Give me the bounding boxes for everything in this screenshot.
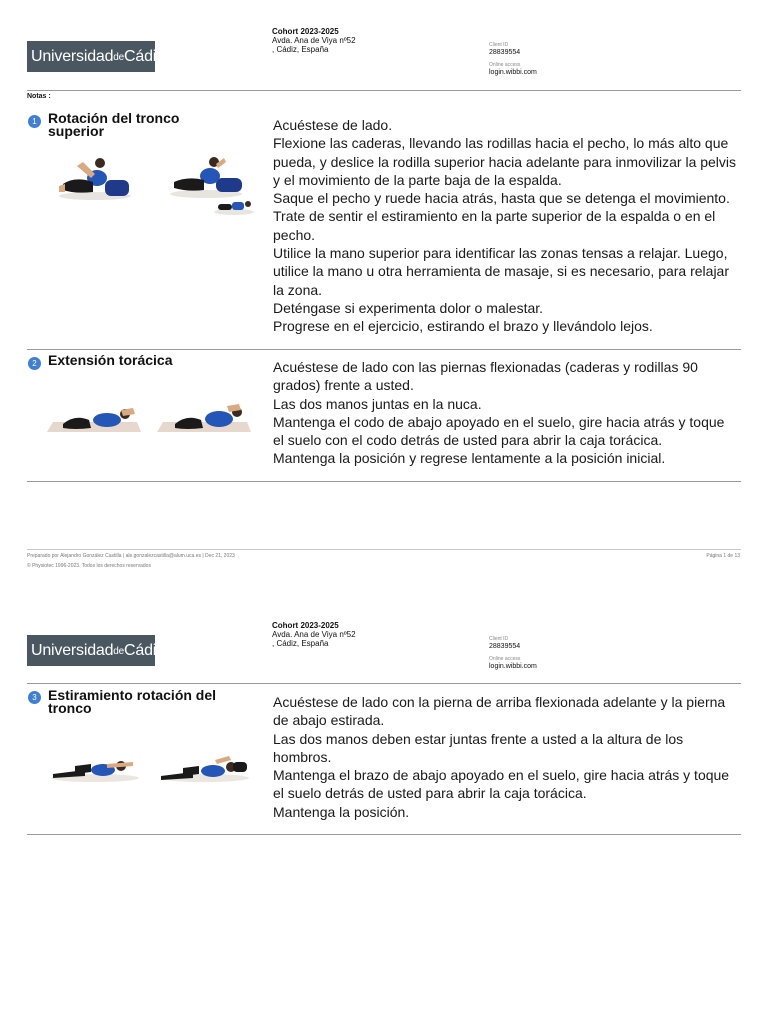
organization-info <box>272 621 356 648</box>
header-divider <box>27 683 741 684</box>
description-line: Mantenga la posición y regrese lentamente a la posición inicial. <box>273 450 666 467</box>
exercise-divider <box>27 834 741 835</box>
description-line: Utilice la mano superior para identificar las zonas tensas a relajar. Luego, <box>273 245 728 262</box>
exercise-title-line: Estiramiento rotación del <box>48 687 217 703</box>
exercise-title <box>48 112 248 138</box>
client-id-value: 28839554 <box>489 643 521 650</box>
footer-page-number: Página 1 de 13 <box>706 553 740 559</box>
logo-text-end: Cádiz <box>124 641 164 659</box>
exercise-description <box>273 358 743 468</box>
cohort-label: Cohort 2023-2025 <box>272 27 339 36</box>
logo-text-main: Universidad <box>31 641 114 659</box>
description-line: de abajo estirada. <box>273 712 385 729</box>
online-access-link[interactable]: login.wibbi.com <box>489 663 537 670</box>
university-logo <box>27 635 164 666</box>
description-line: Mantenga el brazo de abajo apoyado en el suelo, gire hacia atrás y toque <box>273 767 730 784</box>
header-divider <box>27 90 741 91</box>
notes-label: Notas : <box>27 93 51 100</box>
description-line: pecho. <box>273 226 316 243</box>
client-id-value: 28839554 <box>489 49 521 56</box>
exercise-divider <box>27 349 741 350</box>
client-id-label: Client ID <box>489 42 509 48</box>
description-line: Flexione las caderas, llevando las rodillas hacia el pecho, lo más alto que <box>273 135 729 152</box>
exercise-description <box>273 116 743 336</box>
client-id-label: Client ID <box>489 636 509 642</box>
logo-text-de: de <box>113 646 125 657</box>
exercise-number-badge: 3 <box>28 691 41 704</box>
description-line: Acuéstese de lado con las piernas flexionadas (caderas y rodillas 90 <box>273 359 698 375</box>
address-line2: , Cádiz, España <box>272 639 329 648</box>
exercise-title-line: Rotación del tronco <box>48 110 180 126</box>
exercise-image <box>45 148 143 218</box>
logo-text-de: de <box>113 52 125 63</box>
online-access-label: Online access <box>489 62 521 68</box>
footer-copyright: © Physiotec 1996-2023. Todos los derechos reservados <box>27 563 151 569</box>
description-line: pueda, y deslice la rodilla superior hacia adelante para inmovilizar la pelvis <box>273 153 737 170</box>
logo-text-end: Cádiz <box>124 47 164 65</box>
exercise-image <box>155 390 255 436</box>
description-line: Trate de sentir el estiramiento en la parte superior de la espalda o en el <box>273 208 716 225</box>
exercise-number-badge: 2 <box>28 357 41 370</box>
client-info <box>489 42 537 77</box>
description-line: grados) frente a usted. <box>273 377 414 394</box>
description-line: Progrese en el ejercicio, estirando el brazo y llevándolo lejos. <box>273 318 653 335</box>
university-logo <box>27 41 164 72</box>
online-access-link[interactable]: login.wibbi.com <box>489 69 537 76</box>
description-line: Mantenga la posición. <box>273 803 410 820</box>
exercise-title-line: superior <box>48 123 105 139</box>
exercise-title-line: Extensión torácica <box>48 352 173 368</box>
description-line: hombros. <box>273 748 332 765</box>
exercise-image <box>160 152 258 220</box>
address-line2: , Cádiz, España <box>272 45 329 54</box>
description-line: el suelo detrás de usted para abrir la caja torácica. <box>273 785 587 802</box>
description-line: y el movimiento de la parte baja de la espalda. <box>273 171 562 188</box>
address-line1: Avda. Ana de Viya nº52 <box>272 36 356 45</box>
organization-info <box>272 27 356 54</box>
description-line: utilice la mano u otra herramienta de masaje, si es necesario, para relajar <box>273 263 730 280</box>
exercise-divider <box>27 481 741 482</box>
description-line: Mantenga el codo de abajo apoyado en el suelo, gire hacia atrás y toque <box>273 413 725 430</box>
description-line: Las dos manos deben estar juntas frente a usted a la altura de los <box>273 730 684 747</box>
exercise-title <box>48 689 248 715</box>
exercise-image <box>155 740 255 796</box>
client-info <box>489 636 537 671</box>
exercise-description <box>273 693 743 821</box>
footer-prepared-by: Preparado por Alejandro González Castilla | ale.gonzalezcastilla@alum.uca.es | Dec 21, 2023 <box>27 553 235 559</box>
exercise-image <box>45 740 145 796</box>
exercise-number-badge: 1 <box>28 115 41 128</box>
description-line: Saque el pecho y ruede hacia atrás, hasta que se detenga el movimiento. <box>273 190 730 207</box>
address-line1: Avda. Ana de Viya nº52 <box>272 630 356 639</box>
exercise-title <box>48 354 248 367</box>
logo-text-main: Universidad <box>31 47 114 65</box>
description-line: Acuéstese de lado con la pierna de arriba flexionada adelante y la pierna <box>273 694 726 710</box>
description-line: Acuéstese de lado. <box>273 117 393 133</box>
online-access-label: Online access <box>489 656 521 662</box>
cohort-label: Cohort 2023-2025 <box>272 621 339 630</box>
description-line: la zona. <box>273 281 323 298</box>
exercise-image <box>45 390 145 436</box>
description-line: Deténgase si experimenta dolor o malestar. <box>273 299 544 316</box>
exercise-title-line: tronco <box>48 700 92 716</box>
footer-divider <box>27 549 741 550</box>
description-line: el suelo con el codo detrás de usted para abrir la caja torácica. <box>273 432 663 449</box>
description-line: Las dos manos juntas en la nuca. <box>273 395 482 412</box>
